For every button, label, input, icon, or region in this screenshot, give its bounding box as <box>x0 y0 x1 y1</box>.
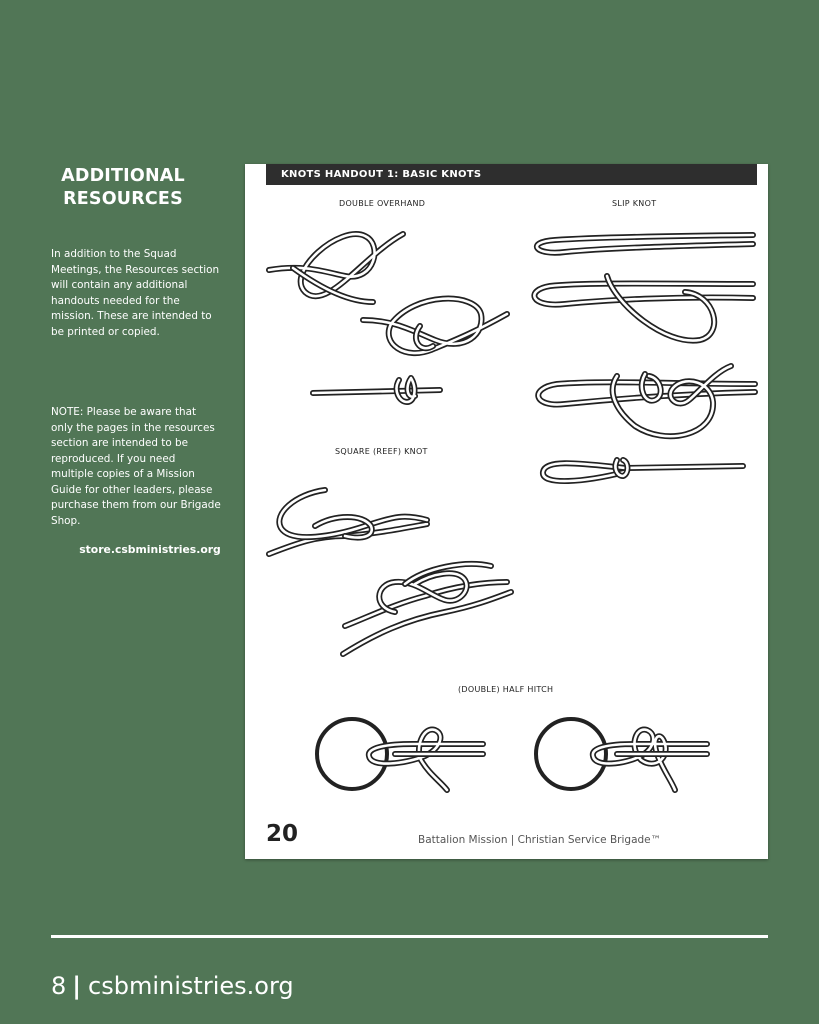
sidebar-title <box>48 165 198 211</box>
half-hitch-single-illustration <box>317 719 483 790</box>
knots-handout-page <box>245 164 768 859</box>
label-slip-knot: SLIP KNOT <box>612 199 657 208</box>
handout-header: KNOTS HANDOUT 1: BASIC KNOTS <box>266 164 757 185</box>
double-overhand-step1-illustration <box>269 234 403 302</box>
handout-page-number: 20 <box>266 821 299 847</box>
footer-website-link[interactable]: csbministries.org <box>88 972 294 1000</box>
double-overhand-finished-illustration <box>313 378 440 402</box>
slip-knot-step2-illustration <box>534 276 753 341</box>
resources-intro-paragraph: In addition to the Squad Meetings, the Resources section will contain any additional handouts needed for the mission. These are intended to be printed or copied. <box>51 248 220 338</box>
page-footer <box>51 972 294 1000</box>
footer-separator: | <box>72 972 82 1000</box>
double-overhand-step2-illustration <box>363 299 507 353</box>
slip-knot-step3-illustration <box>538 366 755 436</box>
knot-illustrations <box>245 164 768 859</box>
footer-page-number: 8 <box>51 972 67 1000</box>
label-square-knot: SQUARE (REEF) KNOT <box>335 447 428 456</box>
slip-knot-step1-illustration <box>537 235 753 253</box>
slip-knot-finished-illustration <box>543 460 743 481</box>
handout-footer: Battalion Mission | Christian Service Brigade™ <box>418 834 662 846</box>
sidebar-title-line1: ADDITIONAL <box>61 166 185 186</box>
square-knot-step1-illustration <box>269 490 427 554</box>
square-knot-finished-illustration <box>343 564 511 654</box>
reproduction-note-paragraph: NOTE: Please be aware that only the pages in the resources section are intended to be reproduced. If you need multiple copies of a Mission Guide for other leaders, please purchase them from our Brigade Shop. <box>51 406 221 527</box>
half-hitch-double-illustration <box>536 719 707 790</box>
label-half-hitch: (DOUBLE) HALF HITCH <box>458 685 554 694</box>
store-link[interactable]: store.csbministries.org <box>79 543 221 556</box>
sidebar-title-line2: RESOURCES <box>63 189 183 209</box>
footer-divider <box>51 935 768 938</box>
label-double-overhand: DOUBLE OVERHAND <box>339 199 426 208</box>
